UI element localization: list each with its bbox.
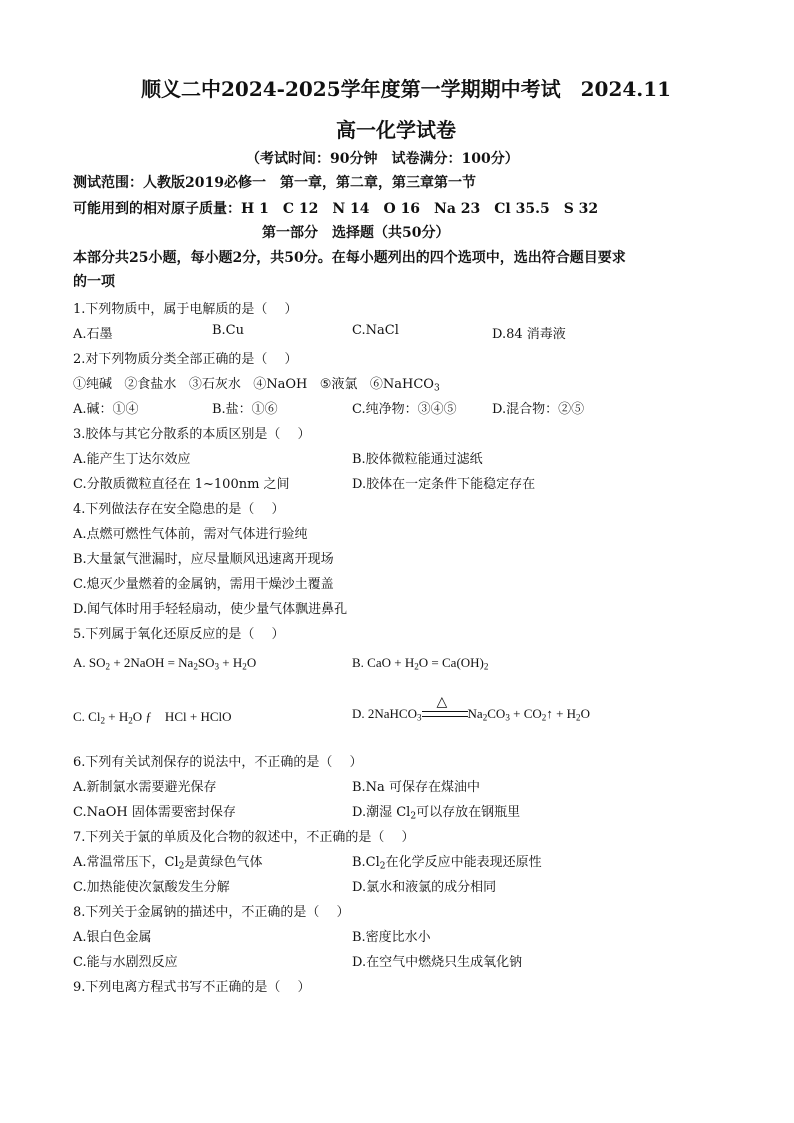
question-8-stem: 8.下列关于金属钠的描述中，不正确的是（ ） [73, 905, 350, 920]
q2-material-5: ⑤液氯 [319, 377, 358, 392]
instruction-line-2: 的一项 [73, 274, 115, 290]
q6-option-b: B.Na 可保存在煤油中 [352, 780, 480, 795]
q5-option-b: B. CaO + $H_2O = Ca(OH)_2$ [352, 655, 489, 672]
question-4-stem: 4.下列做法存在安全隐患的是（ ） [73, 502, 285, 517]
q8-option-d: D.在空气中燃烧只生成氧化钠 [352, 955, 523, 970]
q3-option-b: B.胶体微粒能通过滤纸 [352, 452, 483, 467]
question-9-stem: 9.下列电离方程式书写不正确的是（ ） [73, 980, 311, 995]
q6-option-c: C.NaOH 固体需要密封保存 [73, 805, 236, 820]
question-1-stem: 1.下列物质中，属于电解质的是（ ） [73, 302, 298, 317]
heat-symbol: △ [436, 695, 448, 711]
q7-option-b: $B.Cl_2$在化学反应中能表现还原性 [352, 855, 542, 872]
atomic-masses: 可能用到的相对原子质量：H 1 C 12 N 14 O 16 Na 23 Cl 35.5 S 32 [73, 201, 599, 217]
exam-subtitle: 高一化学试卷 [336, 118, 456, 142]
q2-material-6: ⑥NaHCO [369, 377, 434, 392]
q2-material-6-sub: 3 [433, 383, 440, 394]
q5-option-a: A. $SO_2$ + 2NaOH = $Na_2SO_3 + H_2O$ [73, 655, 257, 672]
q1-option-a: A.石墨 [73, 327, 113, 342]
q2-material-2: ②食盐水 [124, 377, 177, 392]
q8-option-c: C.能与水剧烈反应 [73, 955, 178, 970]
q6-option-a: A.新制氯水需要避光保存 [73, 780, 217, 795]
question-3-stem: 3.胶体与其它分散系的本质区别是（ ） [73, 427, 311, 442]
exam-info: （考试时间：90分钟 试卷满分：100分） [246, 151, 519, 167]
q2-option-c: C.纯净物：③④⑤ [352, 402, 457, 417]
q5-option-d: D. 2NaHCO$_3$ △ $Na_2CO_3$ + $CO_2↑ + H_2O$ [352, 695, 590, 723]
q6-option-d: D.潮湿 $Cl_2$可以存放在钢瓶里 [352, 805, 521, 822]
q4-option-d: D.闻气体时用手轻轻扇动，使少量气体飘进鼻孔 [73, 602, 348, 617]
q3-option-a: A.能产生丁达尔效应 [73, 452, 191, 467]
instruction-line-1: 本部分共25小题，每小题2分，共50分。在每小题列出的四个选项中，选出符合题目要求 [73, 250, 626, 266]
question-6-stem: 6.下列有关试剂保存的说法中，不正确的是（ ） [73, 755, 363, 770]
q2-option-d: D.混合物：②⑤ [492, 402, 585, 417]
q7-option-d: D.氯水和液氯的成分相同 [352, 880, 497, 895]
q4-option-c: C.熄灭少量燃着的金属钠，需用干燥沙土覆盖 [73, 577, 334, 592]
heat-reaction-arrow [422, 695, 468, 722]
q2-option-b: B.盐：①⑥ [212, 402, 278, 417]
test-scope: 测试范围：人教版2019必修一 第一章，第二章，第三章第一节 [73, 175, 476, 191]
q1-option-b: B.Cu [212, 323, 245, 338]
q2-material-1: ①纯碱 [73, 377, 113, 392]
q3-option-d: D.胶体在一定条件下能稳定存在 [352, 477, 536, 492]
q2-option-a: A.碱：①④ [73, 402, 139, 417]
q8-option-a: A.银白色金属 [73, 930, 152, 945]
question-5-stem: 5.下列属于氧化还原反应的是（ ） [73, 627, 285, 642]
question-7-stem: 7.下列关于氯的单质及化合物的叙述中，不正确的是（ ） [73, 830, 415, 845]
q3-option-c: C.分散质微粒直径在 1~100nm 之间 [73, 477, 290, 492]
q2-material-3: ③石灰水 [188, 377, 241, 392]
part-title: 第一部分 选择题（共50分） [262, 225, 450, 241]
q4-option-b: B.大量氯气泄漏时，应尽量顺风迅速离开现场 [73, 552, 334, 567]
q1-option-c: C.NaCl [352, 323, 399, 338]
q4-option-a: A.点燃可燃性气体前，需对气体进行验纯 [73, 527, 308, 542]
q8-option-b: B.密度比水小 [352, 930, 431, 945]
q2-material-4: ④NaOH [253, 377, 308, 392]
q7-option-c: C.加热能使次氯酸发生分解 [73, 880, 230, 895]
q1-option-d: D.84 消毒液 [492, 327, 566, 342]
exam-title: 顺义二中2024-2025学年度第一学期期中考试 2024.11 [141, 77, 672, 101]
q5-option-c: C. $Cl_2 + H_2O$ ƒ HCl + HClO [73, 709, 232, 726]
question-2-stem: 2.对下列物质分类全部正确的是（ ） [73, 352, 298, 367]
q2-materials [73, 373, 440, 392]
q7-option-a: A.常温常压下，$Cl_2$是黄绿色气体 [73, 855, 263, 872]
